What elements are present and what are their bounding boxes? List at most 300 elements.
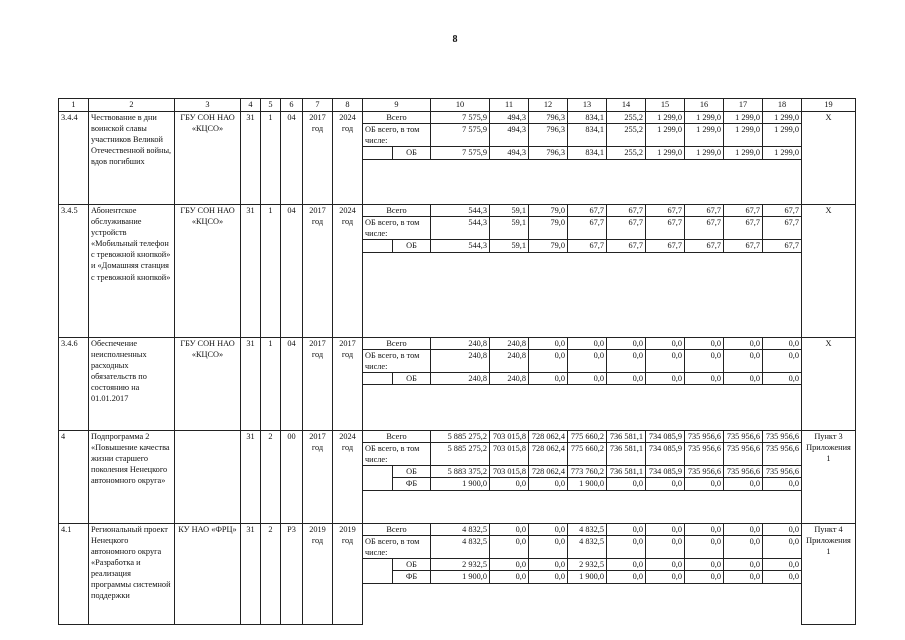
empty-cell [568, 583, 607, 624]
empty-cell [724, 385, 763, 430]
item-code: 3.4.6 [59, 337, 89, 430]
amount-cell: 240,8 [490, 337, 529, 349]
amount-cell: 1 299,0 [685, 147, 724, 159]
item-code-5: 2 [261, 430, 281, 523]
item-note: X [802, 204, 856, 337]
amount-cell: 1 900,0 [568, 478, 607, 490]
header-cell: 15 [646, 99, 685, 112]
empty-cell [685, 159, 724, 204]
amount-cell: 0,0 [607, 350, 646, 373]
amount-cell: 494,3 [490, 124, 529, 147]
header-cell: 14 [607, 99, 646, 112]
amount-cell: 0,0 [763, 478, 802, 490]
item-note: X [802, 337, 856, 430]
empty-cell [724, 583, 763, 624]
item-code-6: 04 [281, 337, 303, 430]
table-row [59, 523, 856, 535]
amount-cell: 796,3 [529, 124, 568, 147]
item-name: Абонентское обслуживание устройств «Мобильный телефон с тревожной кнопкой» и «Домашняя станция с тревожной кнопкой» [89, 204, 175, 337]
item-code-4: 31 [241, 112, 261, 205]
item-end-year: 2024 год [333, 430, 363, 523]
amount-cell: 0,0 [685, 523, 724, 535]
amount-cell: 1 299,0 [724, 147, 763, 159]
amount-cell: 834,1 [568, 124, 607, 147]
amount-cell: 703 015,8 [490, 443, 529, 466]
item-note: Пункт 4 Приложения 1 [802, 523, 856, 624]
amount-cell: 0,0 [568, 350, 607, 373]
label-spacer [363, 147, 393, 159]
header-cell: 19 [802, 99, 856, 112]
item-code-6: 04 [281, 112, 303, 205]
empty-cell [431, 583, 490, 624]
funding-source-label: ОБ всего, в том числе: [363, 535, 431, 558]
funding-source-label: ОБ всего, в том числе: [363, 350, 431, 373]
amount-cell: 0,0 [490, 478, 529, 490]
empty-cell [724, 252, 763, 337]
amount-cell: 0,0 [568, 337, 607, 349]
funding-source-label: ФБ [393, 571, 431, 583]
amount-cell: 5 883 375,2 [431, 466, 490, 478]
label-spacer [363, 240, 393, 252]
amount-cell: 728 062,4 [529, 430, 568, 442]
empty-cell [490, 490, 529, 523]
empty-cell [490, 385, 529, 430]
amount-cell: 0,0 [529, 571, 568, 583]
amount-cell: 4 832,5 [431, 523, 490, 535]
empty-cell [568, 490, 607, 523]
item-code: 3.4.4 [59, 112, 89, 205]
amount-cell: 67,7 [646, 217, 685, 240]
header-cell: 9 [363, 99, 431, 112]
item-end-year: 2024 год [333, 112, 363, 205]
amount-cell: 0,0 [763, 571, 802, 583]
amount-cell: 0,0 [685, 350, 724, 373]
amount-cell: 0,0 [646, 571, 685, 583]
item-executor: ГБУ СОН НАО «КЦСО» [175, 337, 241, 430]
amount-cell: 735 956,6 [763, 466, 802, 478]
item-code-4: 31 [241, 337, 261, 430]
header-cell: 3 [175, 99, 241, 112]
header-cell: 18 [763, 99, 802, 112]
amount-cell: 0,0 [646, 523, 685, 535]
amount-cell: 67,7 [685, 240, 724, 252]
empty-cell [529, 583, 568, 624]
item-executor: КУ НАО «ФРЦ» [175, 523, 241, 624]
amount-cell: 735 956,6 [763, 443, 802, 466]
amount-cell: 0,0 [763, 559, 802, 571]
amount-cell: 1 299,0 [646, 124, 685, 147]
amount-cell: 67,7 [685, 217, 724, 240]
header-cell: 8 [333, 99, 363, 112]
item-executor [175, 430, 241, 523]
funding-source-label: ОБ всего, в том числе: [363, 124, 431, 147]
item-code-4: 31 [241, 204, 261, 337]
amount-cell: 1 900,0 [568, 571, 607, 583]
amount-cell: 0,0 [529, 559, 568, 571]
header-cell: 11 [490, 99, 529, 112]
item-name: Региональный проект Ненецкого автономного округа «Разработка и реализация программы системной поддержки [89, 523, 175, 624]
header-row [59, 99, 856, 112]
amount-cell: 544,3 [431, 217, 490, 240]
amount-cell: 728 062,4 [529, 466, 568, 478]
amount-cell: 0,0 [490, 523, 529, 535]
header-cell: 5 [261, 99, 281, 112]
amount-cell: 0,0 [685, 337, 724, 349]
header-cell: 10 [431, 99, 490, 112]
amount-cell: 79,0 [529, 204, 568, 216]
amount-cell: 1 299,0 [685, 112, 724, 124]
empty-cell [607, 385, 646, 430]
header-cell: 1 [59, 99, 89, 112]
amount-cell: 255,2 [607, 124, 646, 147]
amount-cell: 5 885 275,2 [431, 430, 490, 442]
amount-cell: 0,0 [529, 535, 568, 558]
empty-cell [393, 385, 431, 430]
amount-cell: 255,2 [607, 112, 646, 124]
funding-source-label: Всего [363, 337, 431, 349]
amount-cell: 7 575,9 [431, 124, 490, 147]
amount-cell: 834,1 [568, 112, 607, 124]
amount-cell: 0,0 [724, 571, 763, 583]
amount-cell: 0,0 [763, 523, 802, 535]
amount-cell: 0,0 [724, 478, 763, 490]
empty-cell [363, 583, 393, 624]
empty-cell [646, 490, 685, 523]
item-code-4: 31 [241, 430, 261, 523]
empty-cell [529, 490, 568, 523]
item-end-year: 2017 год [333, 337, 363, 430]
header-cell: 16 [685, 99, 724, 112]
amount-cell: 67,7 [568, 240, 607, 252]
amount-cell: 0,0 [529, 337, 568, 349]
amount-cell: 0,0 [529, 350, 568, 373]
empty-cell [431, 252, 490, 337]
empty-cell [490, 159, 529, 204]
empty-cell [646, 159, 685, 204]
empty-cell [529, 252, 568, 337]
empty-cell [685, 490, 724, 523]
item-start-year: 2019 год [303, 523, 333, 624]
amount-cell: 67,7 [724, 217, 763, 240]
amount-cell: 0,0 [529, 373, 568, 385]
amount-cell: 494,3 [490, 147, 529, 159]
amount-cell: 0,0 [646, 478, 685, 490]
empty-cell [763, 490, 802, 523]
funding-source-label: ОБ [393, 466, 431, 478]
item-end-year: 2024 год [333, 204, 363, 337]
empty-cell [568, 385, 607, 430]
amount-cell: 67,7 [763, 240, 802, 252]
item-code-5: 1 [261, 204, 281, 337]
item-executor: ГБУ СОН НАО «КЦСО» [175, 204, 241, 337]
empty-cell [607, 252, 646, 337]
amount-cell: 4 832,5 [568, 535, 607, 558]
header-cell: 2 [89, 99, 175, 112]
empty-cell [685, 252, 724, 337]
table-row [59, 337, 856, 349]
empty-cell [431, 385, 490, 430]
amount-cell: 0,0 [685, 373, 724, 385]
table-row [59, 204, 856, 216]
amount-cell: 0,0 [724, 337, 763, 349]
amount-cell: 736 581,1 [607, 443, 646, 466]
header-cell: 12 [529, 99, 568, 112]
amount-cell: 796,3 [529, 112, 568, 124]
amount-cell: 67,7 [763, 217, 802, 240]
header-cell: 13 [568, 99, 607, 112]
item-code: 4 [59, 430, 89, 523]
amount-cell: 67,7 [685, 204, 724, 216]
amount-cell: 1 299,0 [763, 124, 802, 147]
amount-cell: 735 956,6 [763, 430, 802, 442]
item-code-6: 04 [281, 204, 303, 337]
amount-cell: 79,0 [529, 217, 568, 240]
item-end-year: 2019 год [333, 523, 363, 624]
empty-cell [529, 385, 568, 430]
empty-cell [363, 159, 393, 204]
amount-cell: 240,8 [431, 350, 490, 373]
item-start-year: 2017 год [303, 204, 333, 337]
amount-cell: 0,0 [763, 535, 802, 558]
amount-cell: 59,1 [490, 217, 529, 240]
amount-cell: 0,0 [646, 350, 685, 373]
funding-source-label: ОБ всего, в том числе: [363, 443, 431, 466]
amount-cell: 0,0 [646, 337, 685, 349]
amount-cell: 7 575,9 [431, 112, 490, 124]
header-cell: 17 [724, 99, 763, 112]
amount-cell: 735 956,6 [685, 443, 724, 466]
item-code-6: 00 [281, 430, 303, 523]
empty-cell [685, 385, 724, 430]
amount-cell: 735 956,6 [724, 443, 763, 466]
amount-cell: 0,0 [724, 535, 763, 558]
amount-cell: 703 015,8 [490, 466, 529, 478]
table-row [59, 112, 856, 124]
amount-cell: 773 760,2 [568, 466, 607, 478]
amount-cell: 735 956,6 [724, 430, 763, 442]
empty-cell [363, 490, 393, 523]
amount-cell: 240,8 [431, 373, 490, 385]
amount-cell: 834,1 [568, 147, 607, 159]
amount-cell: 67,7 [607, 240, 646, 252]
funding-source-label: ОБ всего, в том числе: [363, 217, 431, 240]
empty-cell [393, 252, 431, 337]
amount-cell: 0,0 [490, 535, 529, 558]
amount-cell: 1 299,0 [646, 147, 685, 159]
amount-cell: 728 062,4 [529, 443, 568, 466]
item-name: Обеспечение неисполненных расходных обязательств по состоянию на 01.01.2017 [89, 337, 175, 430]
amount-cell: 2 932,5 [568, 559, 607, 571]
amount-cell: 5 885 275,2 [431, 443, 490, 466]
item-code-6: Р3 [281, 523, 303, 624]
item-code-5: 1 [261, 112, 281, 205]
amount-cell: 544,3 [431, 240, 490, 252]
empty-cell [490, 583, 529, 624]
empty-cell [607, 490, 646, 523]
empty-cell [393, 583, 431, 624]
amount-cell: 4 832,5 [568, 523, 607, 535]
amount-cell: 0,0 [607, 373, 646, 385]
item-code: 3.4.5 [59, 204, 89, 337]
table-row [59, 430, 856, 442]
amount-cell: 734 085,9 [646, 443, 685, 466]
amount-cell: 0,0 [607, 535, 646, 558]
amount-cell: 0,0 [763, 373, 802, 385]
amount-cell: 59,1 [490, 240, 529, 252]
amount-cell: 67,7 [763, 204, 802, 216]
amount-cell: 255,2 [607, 147, 646, 159]
label-spacer [363, 559, 393, 583]
funding-source-label: ОБ [393, 559, 431, 571]
item-code: 4.1 [59, 523, 89, 624]
empty-cell [724, 490, 763, 523]
amount-cell: 0,0 [724, 523, 763, 535]
amount-cell: 736 581,1 [607, 466, 646, 478]
empty-cell [646, 385, 685, 430]
amount-cell: 735 956,6 [685, 466, 724, 478]
amount-cell: 0,0 [529, 523, 568, 535]
amount-cell: 0,0 [724, 559, 763, 571]
funding-source-label: ОБ [393, 240, 431, 252]
empty-cell [685, 583, 724, 624]
amount-cell: 1 299,0 [646, 112, 685, 124]
amount-cell: 735 956,6 [724, 466, 763, 478]
empty-cell [431, 159, 490, 204]
empty-cell [568, 252, 607, 337]
amount-cell: 67,7 [646, 204, 685, 216]
amount-cell: 735 956,6 [685, 430, 724, 442]
amount-cell: 0,0 [607, 478, 646, 490]
empty-cell [646, 583, 685, 624]
empty-cell [393, 490, 431, 523]
funding-source-label: Всего [363, 430, 431, 442]
amount-cell: 4 832,5 [431, 535, 490, 558]
header-cell: 7 [303, 99, 333, 112]
funding-source-label: Всего [363, 523, 431, 535]
amount-cell: 796,3 [529, 147, 568, 159]
amount-cell: 0,0 [646, 535, 685, 558]
item-code-4: 31 [241, 523, 261, 624]
amount-cell: 67,7 [646, 240, 685, 252]
amount-cell: 0,0 [607, 523, 646, 535]
amount-cell: 240,8 [490, 350, 529, 373]
page-number: 8 [452, 34, 458, 45]
amount-cell: 79,0 [529, 240, 568, 252]
amount-cell: 240,8 [490, 373, 529, 385]
amount-cell: 0,0 [607, 571, 646, 583]
empty-cell [529, 159, 568, 204]
amount-cell: 0,0 [490, 559, 529, 571]
amount-cell: 1 299,0 [724, 112, 763, 124]
item-code-5: 2 [261, 523, 281, 624]
header-cell: 6 [281, 99, 303, 112]
amount-cell: 0,0 [646, 373, 685, 385]
empty-cell [607, 583, 646, 624]
amount-cell: 1 299,0 [685, 124, 724, 147]
amount-cell: 1 299,0 [763, 147, 802, 159]
empty-cell [363, 252, 393, 337]
amount-cell: 734 085,9 [646, 466, 685, 478]
amount-cell: 1 299,0 [763, 112, 802, 124]
amount-cell: 494,3 [490, 112, 529, 124]
amount-cell: 0,0 [685, 535, 724, 558]
item-start-year: 2017 год [303, 112, 333, 205]
amount-cell: 734 085,9 [646, 430, 685, 442]
item-start-year: 2017 год [303, 430, 333, 523]
amount-cell: 775 660,2 [568, 430, 607, 442]
header-cell: 4 [241, 99, 261, 112]
amount-cell: 1 299,0 [724, 124, 763, 147]
empty-cell [763, 385, 802, 430]
empty-cell [363, 385, 393, 430]
empty-cell [646, 252, 685, 337]
amount-cell: 544,3 [431, 204, 490, 216]
amount-cell: 0,0 [607, 559, 646, 571]
amount-cell: 0,0 [646, 559, 685, 571]
amount-cell: 67,7 [724, 204, 763, 216]
empty-cell [393, 159, 431, 204]
item-start-year: 2017 год [303, 337, 333, 430]
amount-cell: 0,0 [685, 559, 724, 571]
amount-cell: 0,0 [685, 571, 724, 583]
amount-cell: 736 581,1 [607, 430, 646, 442]
amount-cell: 7 575,9 [431, 147, 490, 159]
amount-cell: 0,0 [529, 478, 568, 490]
empty-cell [724, 159, 763, 204]
funding-source-label: Всего [363, 112, 431, 124]
amount-cell: 0,0 [763, 337, 802, 349]
amount-cell: 703 015,8 [490, 430, 529, 442]
empty-cell [431, 490, 490, 523]
empty-cell [607, 159, 646, 204]
amount-cell: 775 660,2 [568, 443, 607, 466]
amount-cell: 67,7 [607, 217, 646, 240]
funding-source-label: Всего [363, 204, 431, 216]
item-executor: ГБУ СОН НАО «КЦСО» [175, 112, 241, 205]
amount-cell: 0,0 [685, 478, 724, 490]
budget-table [58, 98, 856, 625]
item-note: Пункт 3 Приложения 1 [802, 430, 856, 523]
amount-cell: 2 932,5 [431, 559, 490, 571]
amount-cell: 0,0 [724, 373, 763, 385]
amount-cell: 0,0 [490, 571, 529, 583]
empty-cell [568, 159, 607, 204]
item-name: Чествование в дни воинской славы участников Великой Отечественной войны, вдов погибших [89, 112, 175, 205]
empty-cell [763, 583, 802, 624]
item-name: Подпрограмма 2 «Повышение качества жизни старшего поколения Ненецкого автономного округа» [89, 430, 175, 523]
label-spacer [363, 373, 393, 385]
amount-cell: 67,7 [568, 204, 607, 216]
funding-source-label: ОБ [393, 373, 431, 385]
amount-cell: 67,7 [724, 240, 763, 252]
amount-cell: 240,8 [431, 337, 490, 349]
funding-source-label: ФБ [393, 478, 431, 490]
amount-cell: 59,1 [490, 204, 529, 216]
empty-cell [490, 252, 529, 337]
funding-source-label: ОБ [393, 147, 431, 159]
amount-cell: 67,7 [607, 204, 646, 216]
amount-cell: 0,0 [724, 350, 763, 373]
amount-cell: 1 900,0 [431, 571, 490, 583]
item-note: X [802, 112, 856, 205]
amount-cell: 0,0 [568, 373, 607, 385]
empty-cell [763, 159, 802, 204]
amount-cell: 1 900,0 [431, 478, 490, 490]
amount-cell: 67,7 [568, 217, 607, 240]
amount-cell: 0,0 [763, 350, 802, 373]
item-code-5: 1 [261, 337, 281, 430]
empty-cell [763, 252, 802, 337]
